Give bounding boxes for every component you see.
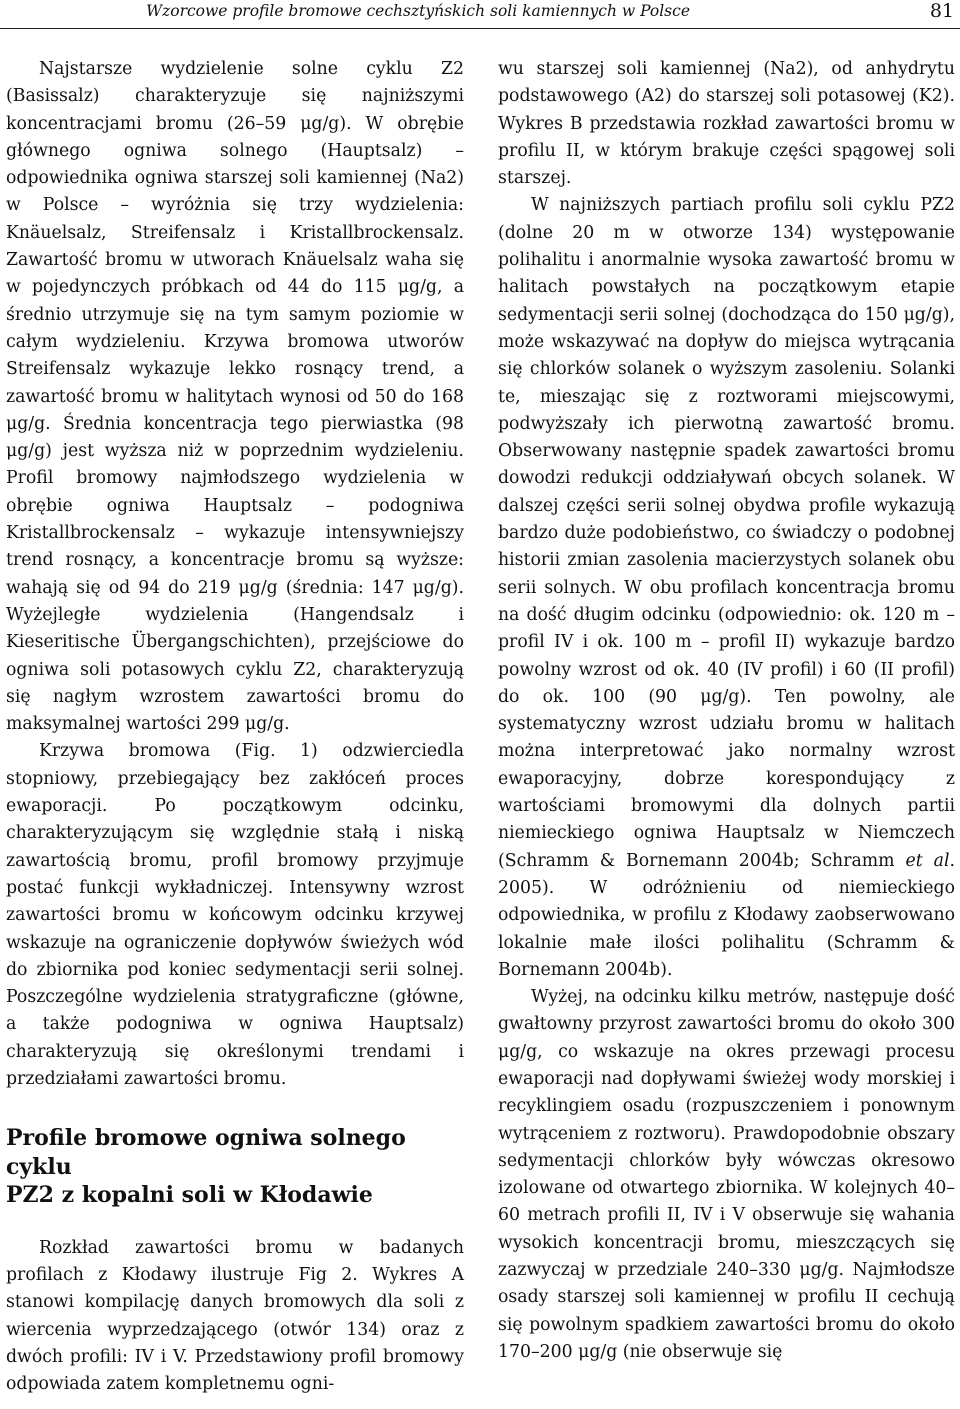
paragraph-bromine-curve: Krzywa bromowa (Fig. 1) odzwierciedla stopniowy, przebiegający bez zakłóceń proces ewaporacji. Po początkowym odcinku, charakteryzującym się względnie stałą i niską zawartością bromu, profil bromowy przyjmuje postać funkcji wykładniczej. Intensywny wzrost zawartości bromu w końcowym odcinku krzywej wskazuje na ograniczenie dopływów świeżych wód do zbiornika pod koniec sedymentacji serii solnej. Poszczególne wydzielenia stratygraficzne (główne, a także podogniwa w ogniwa Hauptsalz) charakteryzują się określonymi trendami i przedziałami zawartości bromu. (6, 741, 464, 1089)
paragraph-lowest-parts-main: W najniższych partiach profilu soli cyklu PZ2 (dolne 20 m w otworze 134) występowanie polihalitu i anormalnie wysoka zawartość bromu w halitach powstałych na początkowym etapie sedymentacji serii solnej (dochodząca do 150 μg/g), może wskazywać na dopływ do miejsca wytrącania się chlorków solanek o wyższym zasoleniu. Solanki te, mieszając się z roztworami miejscowymi, podwyższały ich pierwotną zawartość bromu. Obserwowany następnie spadek zawartości bromu dowodzi redukcji oddziaływań obcych solanek. W dalszej części serii solnej obydwa profile wykazują bardzo duże podobieństwo, co świadczy o podobnej historii zmian zasolenia macierzystych solanek obu serii solnych. W obu profilach koncentracja bromu na dość długim odcinku (odpowiednio: ok. 120 m – profil IV i ok. 100 m – profil II) wykazuje bardzo powolny wzrost od ok. 40 (IV profil) i 60 (II profil) do ok. 100 (90 μg/g). Ten powolny, ale systematyczny wzrost udziału bromu w halitach można interpretować jako normalny wzrost ewaporacyjny, dobrze korespondujący z wartościami bromowymi dla dolnych partii niemieckiego ogniwa Hauptsalz w Niemczech (Schramm & Bornemann 2004b; Schramm (498, 195, 955, 871)
paragraph-klodawa-profiles: Rozkład zawartości bromu w badanych profilach z Kłodawy ilustruje Fig 2. Wykres A stanowi kompilację danych bromowych dla soli z wiercenia wyprzedzającego (otwór 134) oraz z dwóch profili: IV i V. Przedstawiony profil bromowy odpowiada zatem kompletnemu ogni- (6, 1237, 464, 1395)
paragraph-basissalz: Najstarsze wydzielenie solne cyklu Z2 (Basissalz) charakteryzuje się najniższymi koncentracjami bromu (26–59 μg/g). W obrębie głównego ogniwa solnego (Hauptsalz) – odpowiednika ogniwa starszej soli kamiennej (Na2) w Polsce – wyróżnia się trzy wydzielenia: Knäuelsalz, Streifensalz i Kristallbrockensalz. Zawartość bromu w utworach Knäuelsalz waha się w pojedynczych próbkach od 44 do 115 μg/g, a średnio utrzymuje się na tym samym poziomie w całym wydzieleniu. Krzywa bromowa utworów Streifensalz wykazuje lekko rosnący trend, a zawartość bromu w halitytach wynosi od 50 do 168 μg/g. Średnia koncentracja tego pierwiastka (98 μg/g) jest wyższa niż w poprzednim wydzieleniu. Profil bromowy najmłodszego wydzielenia w obrębie ogniwa Hauptsalz – podogniwa Kristallbrockensalz – wykazuje intensywniejszy trend rosnący, a koncentracje bromu są wyższe: wahają się od 94 do 219 μg/g (średnia: 147 μg/g). Wyżejległe wydzielenia (Hangendsalz i Kieseritische Übergangschichten), przejściowe do ogniwa soli potasowych cyklu Z2, charakteryzują się nagłym wzrostem zawartości bromu do maksymalnej wartości 299 μg/g. (6, 59, 464, 735)
section-heading-line-1: Profile bromowe ogniwa solnego cyklu (6, 1125, 406, 1180)
left-column (6, 56, 464, 1399)
section-heading-line-2: PZ2 z kopalni soli w Kłodawie (6, 1182, 373, 1209)
paragraph-upper-section: Wyżej, na odcinku kilku metrów, następuje dość gwałtowny przyrost zawartości bromu do około 300 μg/g, co wskazuje na okres przewagi procesu ewaporacji nad dopływami świeżej wody morskiej i recyklingiem osadu (rozpuszczeniem i ponownym wytrąceniem z roztworu). Prawdopodobnie obszary sedymentacji chlorków były wówczas okresowo izolowane od otwartego zbiornika. W kolejnych 40–60 metrach profili II, IV i V obserwuje się wahania wysokich koncentracji bromu, mieszczących się zazwyczaj w przedziale 240–330 μg/g. Najmłodsze osady starszej soli kamiennej w profilu II cechują się powolnym spadkiem zawartości bromu do około 170–200 μg/g (nie obserwuje się (498, 987, 955, 1362)
page-number: 81 (929, 0, 954, 22)
page-header (0, 0, 960, 29)
right-column (498, 56, 955, 1366)
section-heading (6, 1124, 464, 1210)
running-title: Wzorcowe profile bromowe cechsztyńskich soli kamiennych w Polsce (146, 2, 690, 20)
paragraph-lowest-parts (498, 192, 955, 984)
citation-et-al: et al (905, 850, 950, 871)
paragraph-continuation: wu starszej soli kamiennej (Na2), od anhydrytu podstawowego (A2) do starszej soli potasowej (K2). Wykres B przedstawia rozkład zawartości bromu w profilu II, w którym brakuje części spągowej soli starszej. (498, 59, 955, 189)
paragraph-lowest-parts-tail: . 2005). W odróżnieniu od niemieckiego odpowiednika, w profilu z Kłodawy zaobserwowano lokalnie małe ilości polihalitu (Schramm & Bornemann 2004b). (498, 850, 955, 980)
